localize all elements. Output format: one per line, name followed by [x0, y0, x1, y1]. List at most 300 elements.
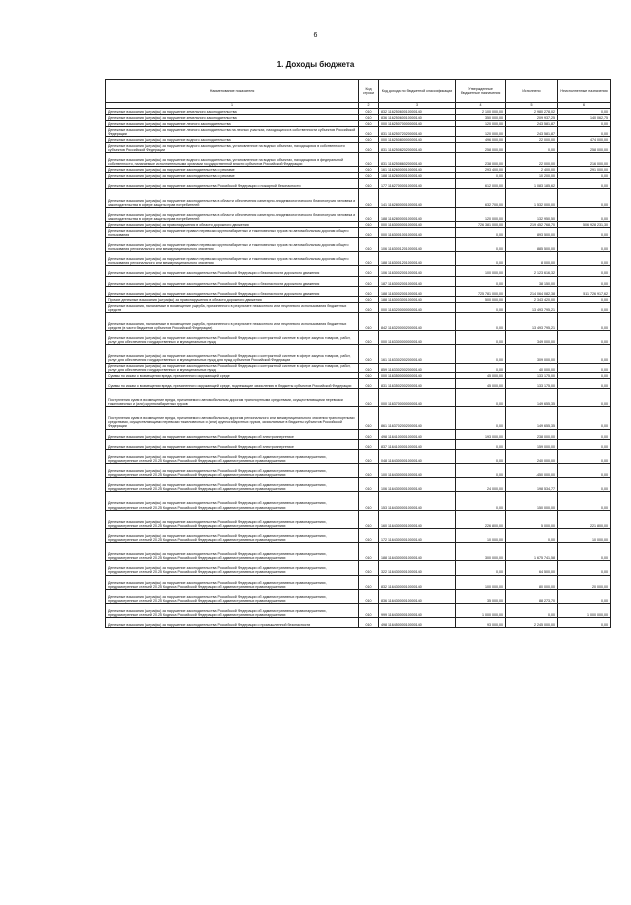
unexecuted-amount: 0,00	[558, 238, 611, 252]
executed-amount: 22 000,00	[506, 137, 558, 143]
executed-amount: 0,00	[506, 143, 558, 153]
row-name: Денежные взыскания, налагаемые в возмещение ущерба, причиненного в результате незаконного или нецелевого использования бюджетных средств (в части бюджетов субъектов Российской Федерации)	[106, 312, 359, 330]
row-name: Денежные взыскания (штрафы) за нарушение законодательства Российской Федерации об административных правонарушениях, предусмотренные статьей 20.25 Кодекса Российской Федерации об административных правонарушениях	[106, 528, 359, 542]
approved-amount: 0,00	[456, 173, 506, 179]
income-code: 000 11630010010000140	[379, 227, 456, 237]
row-code: 010	[359, 276, 379, 286]
approved-amount: 120 000,00	[456, 121, 506, 127]
approved-amount: 0,00	[456, 463, 506, 477]
row-code: 010	[359, 189, 379, 207]
table-header-row	[106, 80, 611, 103]
row-code: 010	[359, 127, 379, 137]
income-code: 837 11641000010000140	[379, 439, 456, 449]
row-code: 010	[359, 478, 379, 492]
unexecuted-amount: 506 928 231,30	[558, 221, 611, 227]
executed-amount: 349 000,00	[506, 331, 558, 345]
executed-amount: -450 000,00	[506, 463, 558, 477]
unexecuted-amount: 10 000,00	[558, 528, 611, 542]
row-name: Денежные взыскания (штрафы) за нарушение законодательства Российской Федерации о пожарной безопасности	[106, 179, 359, 189]
header-unexecuted: Неисполненные назначения	[558, 80, 611, 103]
row-code: 010	[359, 221, 379, 227]
row-code: 010	[359, 589, 379, 603]
approved-amount: 293 400,00	[456, 167, 506, 173]
approved-amount: 120 000,00	[456, 127, 506, 137]
row-code: 010	[359, 331, 379, 345]
income-code: 177 11627000010000140	[379, 179, 456, 189]
row-code: 010	[359, 302, 379, 312]
income-code: 832 11643000010000140	[379, 575, 456, 589]
table-row	[106, 143, 611, 153]
column-number: 4	[456, 103, 506, 109]
unexecuted-amount: 20 000,00	[558, 575, 611, 589]
unexecuted-amount: 0,00	[558, 331, 611, 345]
approved-amount: 0,00	[456, 238, 506, 252]
row-name: Денежные взыскания (штрафы) за нарушение законодательства Российской Федерации об электроэнергетике	[106, 439, 359, 449]
approved-amount: 0,00	[456, 302, 506, 312]
income-code: 161 11633020020000140	[379, 345, 456, 363]
header-income-code: Код дохода по бюджетной классификации	[379, 80, 456, 103]
executed-amount: 243 581,87	[506, 121, 558, 127]
row-name: Денежные взыскания (штрафы) за нарушение законодательства о рекламе	[106, 173, 359, 179]
unexecuted-amount: 0,00	[558, 227, 611, 237]
executed-amount: 10 200,00	[506, 173, 558, 179]
header-row-code: Код строки	[359, 80, 379, 103]
table-row	[106, 388, 611, 406]
income-code: 000 11625080000000140	[379, 137, 456, 143]
executed-amount: 132 950,50	[506, 207, 558, 221]
row-name: Денежные взыскания (штрафы) за нарушение законодательства Российской Федерации о безопасности дорожного движения	[106, 286, 359, 296]
row-code: 010	[359, 561, 379, 575]
row-name: Поступления сумм в возмещение вреда, причиняемого автомобильным дорогам регионального или межмуниципального значения транспортными средствами, осуществляющими перевозки тяжеловесных и (или) крупногабаритных грузов, зачисляемые в бюджеты субъектов Российской Федерации	[106, 407, 359, 429]
table-row	[106, 363, 611, 372]
row-name: Денежные взыскания (штрафы) за нарушение законодательства о рекламе	[106, 167, 359, 173]
row-code: 010	[359, 207, 379, 221]
approved-amount: 100 000,00	[456, 266, 506, 276]
column-number: 5	[506, 103, 558, 109]
row-code: 010	[359, 543, 379, 561]
approved-amount: 238 000,00	[456, 153, 506, 167]
approved-amount: 0,00	[456, 449, 506, 463]
unexecuted-amount: 0,00	[558, 363, 611, 372]
income-code: 188 11643000010000140	[379, 543, 456, 561]
executed-amount: 2 245 000,00	[506, 618, 558, 628]
executed-amount: 133 175,00	[506, 378, 558, 388]
income-code: 831 11625086020000140	[379, 153, 456, 167]
row-code: 010	[359, 378, 379, 388]
income-code: 859 11633020020000140	[379, 363, 456, 372]
approved-amount: 24 000,00	[456, 478, 506, 492]
income-code: 832 11625060010000140	[379, 109, 456, 115]
unexecuted-amount: 0,00	[558, 439, 611, 449]
approved-amount: 1 000 000,00	[456, 603, 506, 617]
unexecuted-amount: 0,00	[558, 449, 611, 463]
unexecuted-amount: 0,00	[558, 589, 611, 603]
unexecuted-amount: 0,00	[558, 372, 611, 378]
income-code: 141 11628000010000140	[379, 189, 456, 207]
unexecuted-amount: 0,00	[558, 618, 611, 628]
income-code: 153 11643000010000140	[379, 492, 456, 510]
approved-amount: 0,00	[456, 345, 506, 363]
row-code: 010	[359, 153, 379, 167]
executed-amount: 209 937,25	[506, 115, 558, 121]
approved-amount: 0,00	[456, 227, 506, 237]
table-row	[106, 463, 611, 477]
approved-amount: 0,00	[456, 492, 506, 510]
income-code: 000 11625070000000140	[379, 121, 456, 127]
unexecuted-amount: 0,00	[558, 478, 611, 492]
unexecuted-amount: 140 062,75	[558, 115, 611, 121]
income-code: 188 11630030010000140	[379, 296, 456, 302]
executed-amount: 13 493 795,21	[506, 312, 558, 330]
header-name: Наименование показателя	[106, 80, 359, 103]
row-code: 010	[359, 137, 379, 143]
row-code: 010	[359, 296, 379, 302]
table-row	[106, 312, 611, 330]
table-row	[106, 561, 611, 575]
approved-amount: 725 781 000,00	[456, 286, 506, 296]
row-name: Денежные взыскания (штрафы) за нарушение законодательства Российской Федерации об административных правонарушениях, предусмотренные статьей 20.25 Кодекса Российской Федерации об административных правонарушениях	[106, 561, 359, 575]
unexecuted-amount: 291 000,00	[558, 167, 611, 173]
unexecuted-amount: 0,00	[558, 173, 611, 179]
row-name: Денежные взыскания (штрафы) за нарушение законодательства Российской Федерации об административных правонарушениях, предусмотренные статьей 20.25 Кодекса Российской Федерации об административных правонарушениях	[106, 463, 359, 477]
row-name: Поступления сумм в возмещение вреда, причиняемого автомобильным дорогам транспортными средствами, осуществляющими перевозки тяжеловесных и (или) крупногабаритных грузов	[106, 388, 359, 406]
income-code: 831 11625072020000140	[379, 127, 456, 137]
row-code: 010	[359, 510, 379, 528]
income-code: 188 11630020010000140	[379, 286, 456, 296]
row-name: Денежные взыскания (штрафы) за нарушение законодательства Российской Федерации о контрактной системе в сфере закупок товаров, работ, услуг для обеспечения государственных и муниципальных нужд для нужд субъектов Российской Федерации	[106, 345, 359, 363]
approved-amount: 0,00	[456, 561, 506, 575]
table-row	[106, 179, 611, 189]
table-row	[106, 378, 611, 388]
executed-amount: 0,00	[506, 528, 558, 542]
income-code: 160 11643000010000140	[379, 510, 456, 528]
approved-amount: 0,00	[456, 276, 506, 286]
unexecuted-amount: 0,00	[558, 296, 611, 302]
table-row	[106, 407, 611, 429]
income-code: 999 11643000010000140	[379, 603, 456, 617]
income-code: 000 11637000000000140	[379, 388, 456, 406]
executed-amount: 309 000,00	[506, 345, 558, 363]
row-name: Денежные взыскания (штрафы) за нарушение правил перевозки крупногабаритных и тяжеловесных грузов по автомобильным дорогам общего пользования регионального или межмуниципального значения	[106, 238, 359, 252]
row-name: Денежные взыскания (штрафы) за нарушение земельного законодательства	[106, 109, 359, 115]
executed-amount: 149 655,35	[506, 407, 558, 429]
table-row	[106, 492, 611, 510]
executed-amount: 159 000,00	[506, 439, 558, 449]
unexecuted-amount: 216 000,00	[558, 153, 611, 167]
income-code: 187 11630020010000140	[379, 276, 456, 286]
table-row	[106, 331, 611, 345]
table-row	[106, 127, 611, 137]
approved-amount: 45 000,00	[456, 372, 506, 378]
income-code: 000 11633000000000140	[379, 331, 456, 345]
row-name: Денежные взыскания (штрафы) за нарушение законодательства Российской Федерации о безопасности дорожного движения	[106, 266, 359, 276]
row-code: 010	[359, 227, 379, 237]
income-code: 106 11630020010000140	[379, 266, 456, 276]
table-row	[106, 266, 611, 276]
income-code: 188 11626000010000140	[379, 173, 456, 179]
income-code: 000 11632000000000140	[379, 302, 456, 312]
executed-amount: 243 581,87	[506, 127, 558, 137]
row-code: 010	[359, 439, 379, 449]
executed-amount: 885 500,00	[506, 238, 558, 252]
row-name: Денежные взыскания (штрафы) за нарушение водного законодательства	[106, 137, 359, 143]
unexecuted-amount: 0,00	[558, 207, 611, 221]
row-name: Денежные взыскания (штрафы) за нарушение лесного законодательства на лесных участках, находящихся в собственности субъектов Российской Федерации	[106, 127, 359, 137]
row-name: Денежные взыскания (штрафы) за нарушение законодательства Российской Федерации о промышленной безопасности	[106, 618, 359, 628]
executed-amount: 1 083 185,62	[506, 179, 558, 189]
row-code: 010	[359, 345, 379, 363]
table-row	[106, 302, 611, 312]
row-name: Денежные взыскания (штрафы) за нарушение законодательства Российской Федерации об электроэнергетике	[106, 429, 359, 439]
row-name: Прочие денежные взыскания (штрафы) за правонарушения в области дорожного движения	[106, 296, 359, 302]
executed-amount: 150 000,00	[506, 492, 558, 510]
table-row	[106, 439, 611, 449]
unexecuted-amount: 0,00	[558, 388, 611, 406]
row-code: 010	[359, 407, 379, 429]
row-name: Денежные взыскания (штрафы) за правонарушения в области дорожного движения	[106, 221, 359, 227]
approved-amount: 0,00	[456, 312, 506, 330]
row-name: Денежные взыскания (штрафы) за нарушение законодательства Российской Федерации о безопасности дорожного движения	[106, 276, 359, 286]
row-name: Суммы по искам о возмещении вреда, причиненного окружающей среде, подлежащие зачислению в бюджеты субъектов Российской Федерации	[106, 378, 359, 388]
table-row	[106, 286, 611, 296]
executed-amount: 238 000,00	[506, 429, 558, 439]
unexecuted-amount: 0,00	[558, 543, 611, 561]
row-name: Денежные взыскания (штрафы) за нарушение земельного законодательства	[106, 115, 359, 121]
row-name: Денежные взыскания (штрафы) за нарушение законодательства в области обеспечения санитарно-эпидемиологического благополучия человека и законодательства в сфере защиты прав потребителей	[106, 207, 359, 221]
row-name: Денежные взыскания (штрафы) за нарушение водного законодательства, установленное на водных объектах, находящихся в собственности субъектов Российской Федерации	[106, 143, 359, 153]
row-name: Денежные взыскания (штрафы) за нарушение законодательства Российской Федерации о контрактной системе в сфере закупок товаров, работ, услуг для обеспечения государственных и муниципальных нужд	[106, 331, 359, 345]
row-code: 010	[359, 266, 379, 276]
header-approved: Утвержденные бюджетные назначения	[456, 80, 506, 103]
executed-amount: 2 123 616,32	[506, 266, 558, 276]
executed-amount: 13 493 795,21	[506, 302, 558, 312]
income-code: 106 11643000010000140	[379, 478, 456, 492]
income-code: 106 11630012010000140	[379, 238, 456, 252]
row-code: 010	[359, 449, 379, 463]
approved-amount: 226 800,00	[456, 510, 506, 528]
row-code: 010	[359, 286, 379, 296]
income-code: 048 11643000010000140	[379, 449, 456, 463]
table-row	[106, 528, 611, 542]
income-code: 836 11643000010000140	[379, 589, 456, 603]
executed-amount: 64 500,00	[506, 561, 558, 575]
row-name: Денежные взыскания, налагаемые в возмещение ущерба, причиненного в результате незаконного или нецелевого использования бюджетных средств	[106, 302, 359, 312]
row-code: 010	[359, 179, 379, 189]
table-row	[106, 618, 611, 628]
row-name: Денежные взыскания (штрафы) за нарушение законодательства Российской Федерации об административных правонарушениях, предусмотренные статьей 20.25 Кодекса Российской Федерации об административных правонарушениях	[106, 492, 359, 510]
row-code: 010	[359, 109, 379, 115]
executed-amount: 214 064 082,38	[506, 286, 558, 296]
unexecuted-amount: 0,00	[558, 189, 611, 207]
approved-amount: 0,00	[456, 252, 506, 266]
row-code: 010	[359, 115, 379, 121]
approved-amount: 350 000,00	[456, 115, 506, 121]
row-name: Денежные взыскания (штрафы) за нарушение правил перевозки крупногабаритных и тяжеловесных грузов по автомобильным дорогам общего пользования	[106, 227, 359, 237]
table-row	[106, 207, 611, 221]
approved-amount: 258 000,00	[456, 143, 506, 153]
approved-amount: 0,00	[456, 407, 506, 429]
unexecuted-amount: 0,00	[558, 109, 611, 115]
row-code: 010	[359, 312, 379, 330]
approved-amount: 500 000,00	[456, 296, 506, 302]
executed-amount: 198 534,77	[506, 478, 558, 492]
row-code: 010	[359, 618, 379, 628]
unexecuted-amount: 0,00	[558, 312, 611, 330]
row-code: 010	[359, 575, 379, 589]
row-name: Денежные взыскания (штрафы) за нарушение лесного законодательства	[106, 121, 359, 127]
unexecuted-amount: 0,00	[558, 179, 611, 189]
approved-amount: 35 000,00	[456, 589, 506, 603]
column-number: 1	[106, 103, 359, 109]
row-code: 010	[359, 363, 379, 372]
income-code: 188 11630012010000140	[379, 252, 456, 266]
income-code: 000 11635000000000140	[379, 372, 456, 378]
income-code: 861 11637020020000140	[379, 407, 456, 429]
table-row	[106, 238, 611, 252]
income-code: 831 11635020020000140	[379, 378, 456, 388]
unexecuted-amount: 0,00	[558, 302, 611, 312]
unexecuted-amount: 0,00	[558, 492, 611, 510]
unexecuted-amount: 511 726 917,62	[558, 286, 611, 296]
unexecuted-amount: 0,00	[558, 266, 611, 276]
row-code: 010	[359, 463, 379, 477]
executed-amount: 1 532 000,00	[506, 189, 558, 207]
income-code: 161 11626000010000140	[379, 167, 456, 173]
column-number: 6	[558, 103, 611, 109]
executed-amount: 1 675 741,58	[506, 543, 558, 561]
approved-amount: 0,00	[456, 331, 506, 345]
income-code: 100 11643000010000140	[379, 463, 456, 477]
row-name: Денежные взыскания (штрафы) за нарушение законодательства Российской Федерации об административных правонарушениях, предусмотренные статьей 20.25 Кодекса Российской Федерации об административных правонарушениях	[106, 449, 359, 463]
approved-amount: 726 381 000,00	[456, 221, 506, 227]
row-name: Денежные взыскания (штрафы) за нарушение законодательства Российской Федерации об административных правонарушениях, предусмотренные статьей 20.25 Кодекса Российской Федерации об административных правонарушениях	[106, 603, 359, 617]
table-row	[106, 252, 611, 266]
executed-amount: 0,00	[506, 603, 558, 617]
unexecuted-amount: 0,00	[558, 463, 611, 477]
section-title: 1. Доходы бюджета	[276, 60, 355, 69]
row-code: 010	[359, 388, 379, 406]
table-row	[106, 153, 611, 167]
unexecuted-amount: 0,00	[558, 407, 611, 429]
row-name: Денежные взыскания (штрафы) за нарушение законодательства Российской Федерации об административных правонарушениях, предусмотренные статьей 20.25 Кодекса Российской Федерации об административных правонарушениях	[106, 543, 359, 561]
income-code: 498 11641000010000140	[379, 429, 456, 439]
row-code: 010	[359, 167, 379, 173]
approved-amount: 100 000,00	[456, 575, 506, 589]
approved-amount: 0,00	[456, 388, 506, 406]
unexecuted-amount: 0,00	[558, 429, 611, 439]
table-row	[106, 603, 611, 617]
executed-amount: 149 655,35	[506, 388, 558, 406]
executed-amount: 2 400,00	[506, 167, 558, 173]
row-name: Денежные взыскания (штрафы) за нарушение законодательства Российской Федерации об административных правонарушениях, предусмотренные статьей 20.25 Кодекса Российской Федерации об административных правонарушениях	[106, 575, 359, 589]
approved-amount: 2 100 000,00	[456, 109, 506, 115]
row-code: 010	[359, 121, 379, 127]
income-code: 831 11625082020000140	[379, 143, 456, 153]
approved-amount: 10 000,00	[456, 528, 506, 542]
table-row	[106, 449, 611, 463]
unexecuted-amount: 221 800,00	[558, 510, 611, 528]
table-row	[106, 510, 611, 528]
executed-amount: 40 000,00	[506, 363, 558, 372]
approved-amount: 612 000,00	[456, 179, 506, 189]
unexecuted-amount: 0,00	[558, 252, 611, 266]
executed-amount: 2 980 278,02	[506, 109, 558, 115]
income-code: 322 11643000010000140	[379, 561, 456, 575]
approved-amount: 0,00	[456, 363, 506, 372]
income-code: 498 11645000010000140	[379, 618, 456, 628]
row-code: 010	[359, 372, 379, 378]
executed-amount: 88 273,70	[506, 589, 558, 603]
row-name: Денежные взыскания (штрафы) за нарушение водного законодательства, установленное на водных объектах, находящихся в федеральной собственности, налагаемые исполнительными органами государственной власти субъектов Российской Федерации	[106, 153, 359, 167]
executed-amount: 80 000,00	[506, 575, 558, 589]
row-code: 010	[359, 603, 379, 617]
executed-amount: 893 500,00	[506, 227, 558, 237]
table-body	[106, 109, 611, 628]
row-code: 010	[359, 252, 379, 266]
unexecuted-amount: 0,00	[558, 561, 611, 575]
approved-amount: 45 000,00	[456, 378, 506, 388]
approved-amount: 0,00	[456, 439, 506, 449]
table-row	[106, 478, 611, 492]
unexecuted-amount: 0,00	[558, 345, 611, 363]
executed-amount: 38 150,00	[506, 276, 558, 286]
page-number: 6	[313, 32, 318, 39]
column-number: 2	[359, 103, 379, 109]
table-row	[106, 543, 611, 561]
executed-amount: 5 000,00	[506, 510, 558, 528]
budget-income-table	[105, 79, 611, 628]
executed-amount: 240 000,00	[506, 449, 558, 463]
income-code: 188 11628000010000140	[379, 207, 456, 221]
approved-amount: 632 700,00	[456, 189, 506, 207]
executed-amount: 22 000,00	[506, 153, 558, 167]
executed-amount: 219 452 768,70	[506, 221, 558, 227]
header-executed: Исполнено	[506, 80, 558, 103]
table-row	[106, 429, 611, 439]
unexecuted-amount: 0,00	[558, 378, 611, 388]
approved-amount: 120 000,00	[456, 207, 506, 221]
unexecuted-amount: 0,00	[558, 276, 611, 286]
approved-amount: 93 000,00	[456, 618, 506, 628]
row-code: 010	[359, 492, 379, 510]
table-row	[106, 575, 611, 589]
column-number: 3	[379, 103, 456, 109]
approved-amount: 300 000,00	[456, 543, 506, 561]
row-name: Денежные взыскания (штрафы) за нарушение законодательства Российской Федерации об административных правонарушениях, предусмотренные статьей 20.25 Кодекса Российской Федерации об административных правонарушениях	[106, 510, 359, 528]
executed-amount: 2 343 420,00	[506, 296, 558, 302]
table-row	[106, 189, 611, 207]
income-code: 842 11632000020000140	[379, 312, 456, 330]
income-code: 172 11643000010000140	[379, 528, 456, 542]
row-name: Денежные взыскания (штрафы) за нарушение правил перевозки крупногабаритных и тяжеловесных грузов по автомобильным дорогам общего пользования регионального или межмуниципального значения	[106, 252, 359, 266]
approved-amount: 496 000,00	[456, 137, 506, 143]
executed-amount: 133 175,00	[506, 372, 558, 378]
unexecuted-amount: 1 000 000,00	[558, 603, 611, 617]
table-row	[106, 589, 611, 603]
income-code: 836 11625060010000140	[379, 115, 456, 121]
row-code: 010	[359, 528, 379, 542]
table-row	[106, 227, 611, 237]
row-code: 010	[359, 143, 379, 153]
table-row	[106, 276, 611, 286]
approved-amount: 193 000,00	[456, 429, 506, 439]
row-name: Денежные взыскания (штрафы) за нарушение законодательства в области обеспечения санитарно-эпидемиологического благополучия человека и законодательства в сфере защиты прав потребителей	[106, 189, 359, 207]
row-name: Денежные взыскания (штрафы) за нарушение законодательства Российской Федерации об административных правонарушениях, предусмотренные статьей 20.25 Кодекса Российской Федерации об административных правонарушениях	[106, 589, 359, 603]
row-name: Денежные взыскания (штрафы) за нарушение законодательства Российской Федерации об административных правонарушениях, предусмотренные статьей 20.25 Кодекса Российской Федерации об административных правонарушениях	[106, 478, 359, 492]
executed-amount: 8 000,00	[506, 252, 558, 266]
unexecuted-amount: 0,00	[558, 127, 611, 137]
table-row	[106, 345, 611, 363]
